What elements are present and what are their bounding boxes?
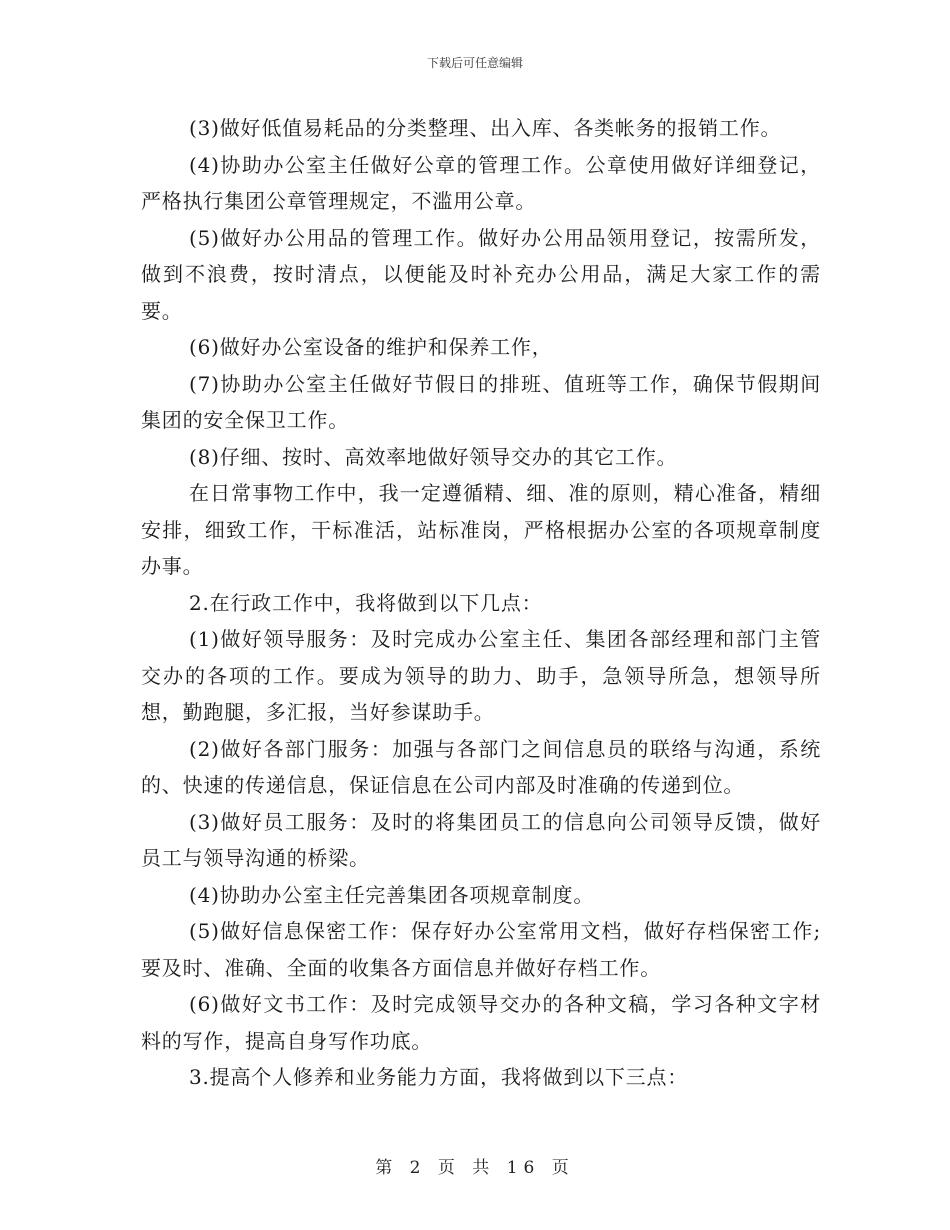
document-body bbox=[141, 110, 821, 1096]
page-header: 下载后可任意编辑 bbox=[426, 56, 523, 70]
paragraph: 2.在行政工作中，我将做到以下几点： bbox=[189, 590, 543, 615]
paragraph: (3)做好员工服务：及时的将集团员工的信息向公司领导反馈，做好员工与领导沟通的桥梁。 bbox=[141, 809, 821, 870]
paragraph: (4)协助办公室主任做好公章的管理工作。公章使用做好详细登记，严格执行集团公章管理规定，不滥用公章。 bbox=[141, 152, 821, 213]
paragraph: (8)仔细、按时、高效率地做好领导交办的其它工作。 bbox=[189, 444, 678, 469]
paragraph: (4)协助办公室主任完善集团各项规章制度。 bbox=[189, 882, 595, 907]
paragraph: (2)做好各部门服务：加强与各部门之间信息员的联络与沟通，系统的、快速的传递信息，保证信息在公司内部及时准确的传递到位。 bbox=[141, 736, 821, 797]
paragraph: (3)做好低值易耗品的分类整理、出入库、各类帐务的报销工作。 bbox=[189, 116, 782, 140]
paragraph: (7)协助办公室主任做好节假日的排班、值班等工作，确保节假期间集团的安全保卫工作。 bbox=[141, 371, 821, 432]
page-number-footer: 第 2 页 共 16 页 bbox=[375, 1158, 575, 1178]
paragraph: (5)做好办公用品的管理工作。做好办公用品领用登记，按需所发，做到不浪费，按时清点，以便能及时补充办公用品，满足大家工作的需要。 bbox=[141, 225, 821, 323]
paragraph: (6)做好办公室设备的维护和保养工作， bbox=[189, 335, 553, 359]
paragraph: (1)做好领导服务：及时完成办公室主任、集团各部经理和部门主管交办的各项的工作。要成为领导的助力、助手，急领导所急，想领导所想，勤跑腿，多汇报，当好参谋助手。 bbox=[141, 627, 821, 724]
paragraph: 在日常事物工作中，我一定遵循精、细、准的原则，精心准备，精细安排，细致工作，干标准活，站标准岗，严格根据办公室的各项规章制度办事。 bbox=[141, 481, 821, 578]
paragraph: (6)做好文书工作：及时完成领导交办的各种文稿，学习各种文字材料的写作，提高自身写作功底。 bbox=[141, 992, 821, 1053]
paragraph: (5)做好信息保密工作：保存好办公室常用文档，做好存档保密工作;要及时、准确、全面的收集各方面信息并做好存档工作。 bbox=[141, 919, 821, 980]
paragraph: 3.提高个人修养和业务能力方面，我将做到以下三点： bbox=[189, 1065, 689, 1089]
